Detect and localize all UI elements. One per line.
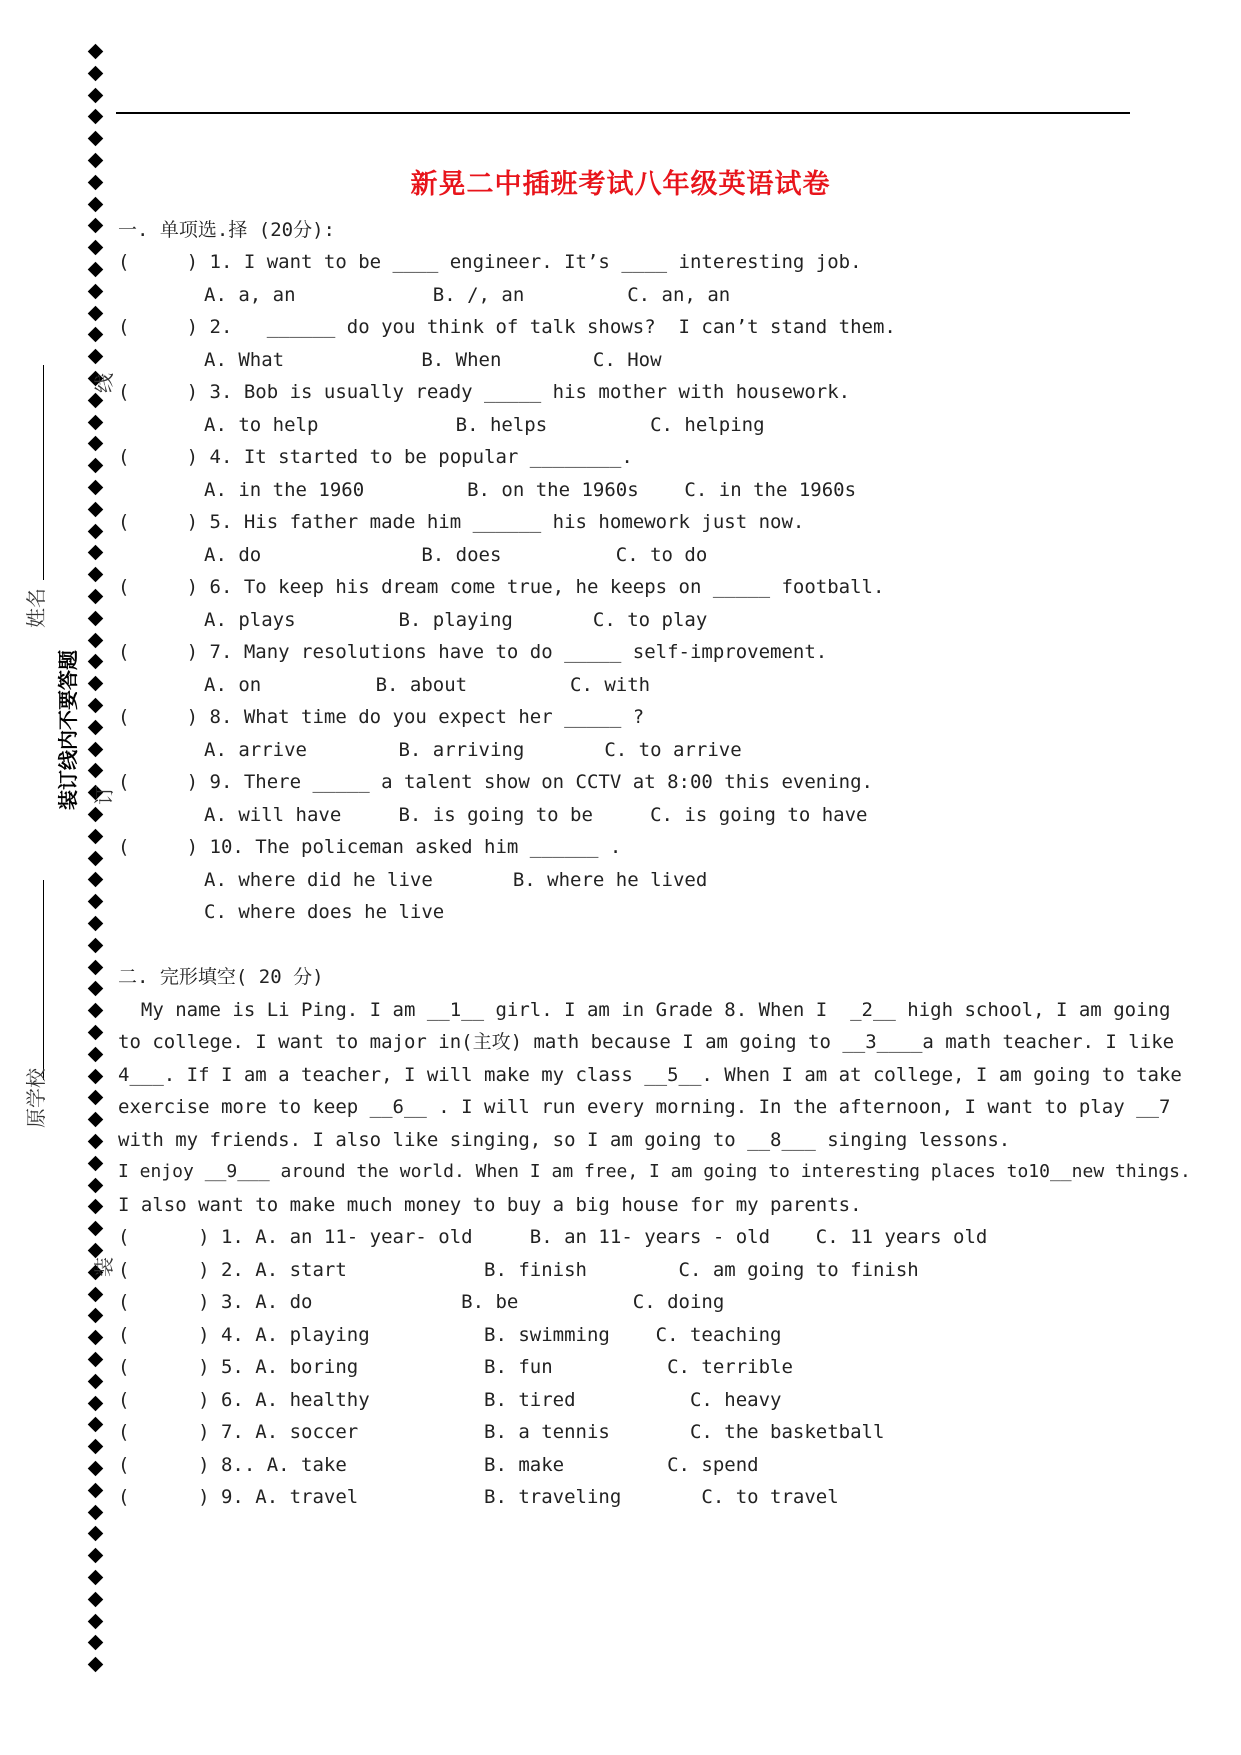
- s1-q8: ( ) 8. What time do you expect her _____ ?: [118, 706, 645, 728]
- binding-diamond: [88, 1199, 104, 1215]
- passage-line-1: My name is Li Ping. I am __1__ girl. I am in Grade 8. When I _2__ high school, I am going: [118, 999, 1171, 1021]
- passage-line-3: 4___. If I am a teacher, I will make my class __5__. When I am at college, I am going to take: [118, 1064, 1182, 1086]
- binding-diamond: [88, 66, 104, 82]
- binding-diamond: [88, 262, 104, 278]
- binding-diamond: [88, 763, 104, 779]
- s2-q3: ( ) 3. A. do B. be C. doing: [118, 1291, 725, 1313]
- binding-diamond: [88, 393, 104, 409]
- binding-diamond: [88, 1156, 104, 1172]
- binding-diamond: [88, 872, 104, 888]
- binding-diamond: [88, 981, 104, 997]
- binding-diamond: [88, 1504, 104, 1520]
- s1-q3-options: A. to help B. helps C. helping: [204, 414, 765, 436]
- passage-line-5: with my friends. I also like singing, so I am going to __8___ singing lessons.: [118, 1129, 1011, 1151]
- binding-diamond: [88, 284, 104, 300]
- passage-line-4: exercise more to keep __6__ . I will run every morning. In the afternoon, I want to play __7: [118, 1096, 1171, 1118]
- s2-q8: ( ) 8.. A. take B. make C. spend: [118, 1454, 759, 1476]
- binding-diamond: [88, 1134, 104, 1150]
- school-label: 原学校: [24, 1068, 48, 1128]
- binding-diamond: [88, 87, 104, 103]
- binding-diamond: [88, 829, 104, 845]
- binding-diamond: [88, 1025, 104, 1041]
- binding-diamond: [88, 654, 104, 670]
- s1-q9: ( ) 9. There _____ a talent show on CCTV at 8:00 this evening.: [118, 771, 873, 793]
- binding-diamond: [88, 611, 104, 627]
- binding-diamond: [88, 1308, 104, 1324]
- binding-diamond: [88, 1483, 104, 1499]
- s1-q5-options: A. do B. does C. to do: [204, 544, 708, 566]
- binding-diamond: [88, 1352, 104, 1368]
- binding-diamond: [88, 218, 104, 234]
- s1-q4-options: A. in the 1960 B. on the 1960s C. in the 1960s: [204, 479, 857, 501]
- s1-q1-options: A. a, an B. /, an C. an, an: [204, 284, 731, 306]
- binding-diamond: [88, 327, 104, 343]
- binding-mark-xian: 线: [92, 373, 116, 393]
- binding-diamond: [88, 807, 104, 823]
- exam-title: 新晃二中插班考试八年级英语试卷: [410, 169, 831, 200]
- binding-diamond: [88, 894, 104, 910]
- binding-diamond: [88, 44, 104, 60]
- binding-diamond: [88, 480, 104, 496]
- s1-q7-options: A. on B. about C. with: [204, 674, 651, 696]
- passage-line-2: to college. I want to major in(主攻) math because I am going to __3____a math teacher. I like: [118, 1031, 1175, 1053]
- binding-diamond: [88, 523, 104, 539]
- binding-diamond: [88, 741, 104, 757]
- binding-diamond: [88, 850, 104, 866]
- s1-q10-option-c: C. where does he live: [204, 901, 445, 923]
- binding-mark-ding: 订: [92, 785, 116, 805]
- passage-line-6: I enjoy __9___ around the world. When I am free, I am going to interesting places to10__new things.: [118, 1161, 1191, 1182]
- s1-q6-options: A. plays B. playing C. to play: [204, 609, 708, 631]
- s2-q9: ( ) 9. A. travel B. traveling C. to travel: [118, 1486, 839, 1508]
- section1-heading: 一. 单项选.择 (20分):: [118, 219, 335, 241]
- binding-diamond: [88, 1526, 104, 1542]
- binding-diamond: [88, 676, 104, 692]
- s1-q6: ( ) 6. To keep his dream come true, he keeps on _____ football.: [118, 576, 885, 598]
- binding-diamond: [88, 458, 104, 474]
- binding-diamond: [88, 1068, 104, 1084]
- s2-q6: ( ) 6. A. healthy B. tired C. heavy: [118, 1389, 782, 1411]
- binding-mark-zhuang: 装: [92, 1257, 116, 1277]
- binding-diamond: [88, 632, 104, 648]
- binding-diamond: [88, 1047, 104, 1063]
- s1-q2-options: A. What B. When C. How: [204, 349, 662, 371]
- section2-heading: 二. 完形填空( 20 分): [118, 966, 324, 988]
- binding-diamond: [88, 938, 104, 954]
- binding-diamond: [88, 1657, 104, 1673]
- binding-diamond: [88, 131, 104, 147]
- s1-q10-options: A. where did he live B. where he lived: [204, 869, 708, 891]
- name-underline: [43, 365, 44, 580]
- binding-diamond: [88, 1374, 104, 1390]
- s1-q4: ( ) 4. It started to be popular ________.: [118, 446, 633, 468]
- binding-diamond: [88, 1177, 104, 1193]
- binding-diamond: [88, 959, 104, 975]
- binding-diamond: [88, 414, 104, 430]
- binding-diamond: [88, 1439, 104, 1455]
- s1-q5: ( ) 5. His father made him ______ his homework just now.: [118, 511, 805, 533]
- binding-diamond: [88, 1330, 104, 1346]
- no-answer-notice: 装订线内不要答题: [56, 650, 80, 810]
- binding-diamond: [88, 1570, 104, 1586]
- binding-diamond: [88, 545, 104, 561]
- binding-diamond: [88, 502, 104, 518]
- s1-q8-options: A. arrive B. arriving C. to arrive: [204, 739, 742, 761]
- binding-diamond: [88, 1286, 104, 1302]
- binding-diamond: [88, 436, 104, 452]
- s1-q1: ( ) 1. I want to be ____ engineer. It’s ____ interesting job.: [118, 251, 862, 273]
- binding-diamond: [88, 567, 104, 583]
- s2-q1: ( ) 1. A. an 11- year- old B. an 11- years - old C. 11 years old: [118, 1226, 988, 1248]
- binding-diamond: [88, 1003, 104, 1019]
- binding-diamond: [88, 1243, 104, 1259]
- binding-diamond: [88, 1592, 104, 1608]
- binding-diamond: [88, 916, 104, 932]
- s1-q2: ( ) 2. ______ do you think of talk shows? I can’t stand them.: [118, 316, 896, 338]
- binding-diamond: [88, 305, 104, 321]
- binding-diamond: [88, 1090, 104, 1106]
- s1-q3: ( ) 3. Bob is usually ready _____ his mother with housework.: [118, 381, 851, 403]
- binding-diamond: [88, 589, 104, 605]
- s2-q2: ( ) 2. A. start B. finish C. am going to finish: [118, 1259, 919, 1281]
- binding-diamond: [88, 1221, 104, 1237]
- binding-diamond: [88, 349, 104, 365]
- binding-diamond-border: [86, 46, 108, 1686]
- s1-q10: ( ) 10. The policeman asked him ______ .: [118, 836, 622, 858]
- binding-diamond: [88, 720, 104, 736]
- binding-diamond: [88, 698, 104, 714]
- s1-q9-options: A. will have B. is going to be C. is going to have: [204, 804, 868, 826]
- binding-diamond: [88, 1635, 104, 1651]
- header-rule: [116, 112, 1130, 114]
- binding-diamond: [88, 109, 104, 125]
- s2-q4: ( ) 4. A. playing B. swimming C. teaching: [118, 1324, 782, 1346]
- s2-q5: ( ) 5. A. boring B. fun C. terrible: [118, 1356, 793, 1378]
- passage-line-7: I also want to make much money to buy a big house for my parents.: [118, 1194, 862, 1216]
- school-underline: [43, 880, 44, 1080]
- binding-diamond: [88, 1395, 104, 1411]
- s2-q7: ( ) 7. A. soccer B. a tennis C. the basketball: [118, 1421, 885, 1443]
- binding-diamond: [88, 1417, 104, 1433]
- binding-diamond: [88, 1613, 104, 1629]
- binding-diamond: [88, 240, 104, 256]
- s1-q7: ( ) 7. Many resolutions have to do _____ self-improvement.: [118, 641, 828, 663]
- name-label: 姓名: [24, 588, 48, 628]
- binding-diamond: [88, 1548, 104, 1564]
- binding-diamond: [88, 1112, 104, 1128]
- binding-diamond: [88, 1461, 104, 1477]
